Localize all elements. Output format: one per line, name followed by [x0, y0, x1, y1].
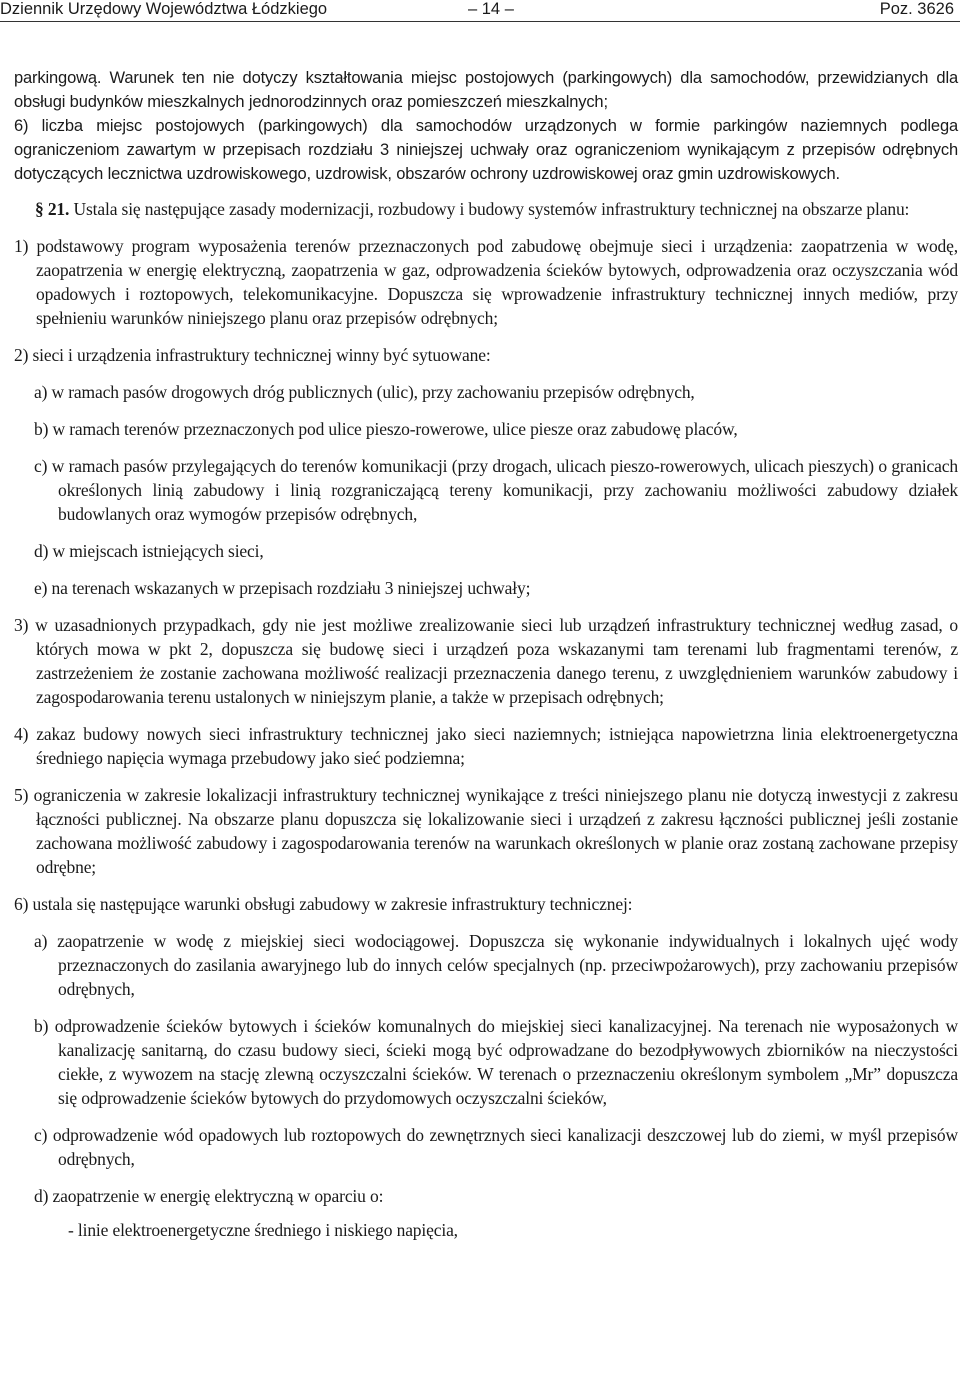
list-item-2: 2) sieci i urządzenia infrastruktury technicznej winny być sytuowane: [14, 345, 491, 365]
list-item-2b: b) w ramach terenów przeznaczonych pod ulice pieszo-rowerowe, ulice piesze oraz zabudowę placów, [34, 419, 738, 439]
list-item-3: 3) w uzasadnionych przypadkach, gdy nie jest możliwe zrealizowanie sieci lub urządzeń infrastruktury technicznej według zasad, o których mowa w pkt 2, dopuszcza się budowę sieci i urządzeń poza wskazanymi tam terenami lub fragmentami terenów, z zastrzeżeniem że zostanie zachowana możliwość realizacji przeznaczenia danego terenu, z uwzględnieniem warunków zabudowy i zagospodarowania terenu ustalonych w niniejszym planie, a także w przepisach odrębnych; [14, 615, 958, 707]
page-number: – 14 – [468, 0, 514, 18]
list-item-6d-dash-1: - linie elektroenergetyczne średniego i niskiego napięcia, [68, 1220, 458, 1240]
list-item-2e: e) na terenach wskazanych w przepisach rozdziału 3 niniejszej uchwały; [34, 578, 531, 598]
list-item-2a: a) w ramach pasów drogowych dróg publicznych (ulic), przy zachowaniu przepisów odrębnych, [34, 382, 695, 402]
list-item-2c: c) w ramach pasów przylegających do terenów komunikacji (przy drogach, ulicach pieszo-rowerowych, ulicach pieszych) o granicach określonych linią zabudowy i linią rozgraniczającą tereny komunikacji, przy zachowaniu możliwości zabudowy działek budowlanych oraz wymogów przepisów odrębnych, [34, 456, 958, 524]
list-item-1: 1) podstawowy program wyposażenia terenów przeznaczonych pod zabudowę obejmuje sieci i urządzenia: zaopatrzenia w wodę, zaopatrzenia w energię elektryczną, zaopatrzenia w gaz, odprowadzenia ścieków bytowych, odprowadzenia oraz oczyszczania wód opadowych i roztopowych, telekomunikacyjne. Dopuszcza się wprowadzenie infrastruktury technicznej innych mediów, przy spełnieniu warunków niniejszego planu oraz przepisów odrębnych; [14, 236, 958, 328]
page-header [0, 0, 960, 20]
list-item-4: 4) zakaz budowy nowych sieci infrastruktury technicznej jako sieci naziemnych; istniejąca napowietrzna linia elektroenergetyczna średniego napięcia wymaga przebudowy jako sieć podziemna; [14, 724, 958, 768]
section-mark: § 21. [35, 199, 70, 219]
paragraph-item-6-parking: 6) liczba miejsc postojowych (parkingowych) dla samochodów urządzonych w formie parkingów naziemnych podlega ograniczeniom zawartym w przepisach rozdziału 3 niniejszej uchwały oraz ograniczeniom wynikającym z przepisów odrębnych dotyczących lecznictwa uzdrowiskowego, uzdrowisk, obszarów ochrony uzdrowiskowej oraz gmin uzdrowiskowych. [14, 117, 958, 183]
list-item-6d: d) zaopatrzenie w energię elektryczną w oparciu o: [34, 1186, 384, 1206]
list-item-6c: c) odprowadzenie wód opadowych lub roztopowych do zewnętrznych sieci kanalizacji deszczowej lub do ziemi, w myśl przepisów odrębnych, [34, 1125, 958, 1169]
list-item-5: 5) ograniczenia w zakresie lokalizacji infrastruktury technicznej wynikające z treści niniejszego planu nie dotyczą inwestycji z zakresu łączności publicznej. Na obszarze planu dopuszcza się lokalizowanie sieci i urządzeń z zakresu łączności publicznej jeśli zostanie zachowana możliwość zabudowy i zagospodarowania terenów na warunkach określonych w planie oraz zostaną zachowane przepisy odrębne; [14, 785, 958, 877]
document-body [14, 66, 958, 1242]
position-number: Poz. 3626 [879, 0, 954, 18]
section-text: Ustala się następujące zasady modernizacji, rozbudowy i budowy systemów infrastruktury technicznej na obszarze planu: [73, 199, 910, 219]
journal-title: Dziennik Urzędowy Województwa Łódzkiego [0, 0, 328, 18]
header-rule [0, 21, 960, 22]
list-item-6a: a) zaopatrzenie w wodę z miejskiej sieci wodociągowej. Dopuszcza się wykonanie indywidualnych i lokalnych ujęć wody przeznaczonych do zasilania awaryjnego lub do innych celów specjalnych (np. przeciwpożarowych), przy zachowaniu przepisów odrębnych, [34, 931, 958, 999]
paragraph-intro-continued: parkingową. Warunek ten nie dotyczy kształtowania miejsc postojowych (parkingowych) dla samochodów, przewidzianych dla obsługi budynków mieszkalnych jednorodzinnych oraz pomieszczeń mieszkalnych; [14, 69, 958, 111]
section-21 [14, 197, 958, 221]
list-item-6: 6) ustala się następujące warunki obsługi zabudowy w zakresie infrastruktury technicznej: [14, 894, 633, 914]
list-item-2d: d) w miejscach istniejących sieci, [34, 541, 264, 561]
list-item-6b: b) odprowadzenie ścieków bytowych i ścieków komunalnych do miejskiej sieci kanalizacyjnej. Na terenach nie wyposażonych w kanalizację sanitarną, do czasu budowy sieci, ścieki mogą być odprowadzane do bezodpływowych zbiorników na nieczystości ciekłe, z wywozem na stację zlewną oczyszczalni ścieków. W terenach o przeznaczeniu określonym symbolem „Mr” dopuszcza się odprowadzenie ścieków bytowych do przydomowych oczyszczalni ścieków, [34, 1016, 958, 1108]
